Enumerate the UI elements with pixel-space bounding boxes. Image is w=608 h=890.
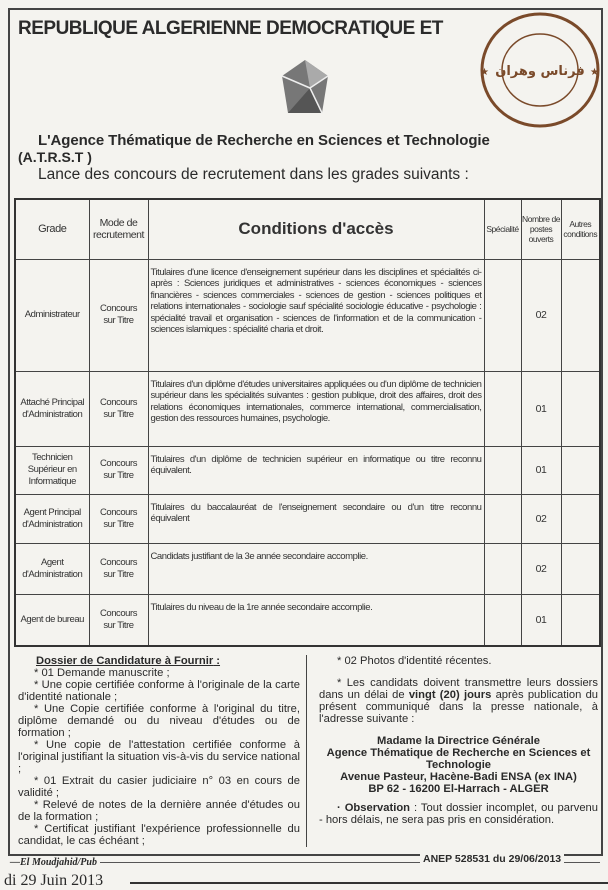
conditions-cell: Titulaires d'une licence d'enseignement supérieur dans les disciplines et spécialités ci-après : Sciences juridiques et administratives - sciences économiques - sciences financières - sciences commerciales - sciences de gestion - sciences politiques et relations internationales - sociologie sauf spécialité sociologie éducative - psychologie : spécialité travail et organisation - sciences de l'information et de la communication - sciences islamiques : spécialité charia et droit.: [148, 259, 484, 371]
star-icon: ★: [480, 67, 489, 78]
mode-cell: Concours sur Titre: [89, 494, 148, 543]
grade-cell: Agent d'Administration: [15, 543, 89, 594]
observation-text: · Observation : Tout dossier incomplet, ou parvenu - hors délais, ne sera pas pris en considération.: [319, 802, 598, 826]
recruitment-table: [14, 198, 601, 647]
postes-cell: 02: [521, 259, 561, 371]
autres-cell: [561, 259, 600, 371]
conditions-cell: Titulaires du niveau de la 1re année secondaire accomplie.: [148, 594, 484, 646]
date-rule: [130, 882, 608, 884]
table-row: [15, 446, 600, 494]
col-header-mode: Mode de recrutement: [89, 199, 148, 259]
grade-cell: Technicien Supérieur en Informatique: [15, 446, 89, 494]
dossier-item: * Relevé de notes de la dernière année d'études ou de la formation ;: [18, 799, 300, 823]
dossier-item: * 01 Extrait du casier judiciaire n° 03 en cours de validité ;: [18, 775, 300, 799]
autres-cell: [561, 543, 600, 594]
specialite-cell: [484, 594, 521, 646]
autres-cell: [561, 446, 600, 494]
conditions-cell: Titulaires d'un diplôme de technicien supérieur en informatique ou titre reconnu équivalent.: [148, 446, 484, 494]
postes-cell: 02: [521, 494, 561, 543]
mode-cell: Concours sur Titre: [89, 543, 148, 594]
delay-text: * Les candidats doivent transmettre leurs dossiers dans un délai de vingt (20) jours après publication du présent communiqué dans la presse nationale, à l'adresse suivante :: [319, 677, 599, 725]
postes-cell: 01: [521, 594, 561, 646]
intro-text: Lance des concours de recrutement dans les grades suivants :: [38, 166, 469, 183]
stamp-text: فرناس وهران: [495, 64, 585, 79]
mode-cell: Concours sur Titre: [89, 446, 148, 494]
col-header-specialite: Spécialité: [484, 199, 521, 259]
submission-section: [306, 655, 598, 847]
source-credit: —El Moudjahid/Pub: [10, 857, 100, 869]
col-header-conditions: Conditions d'accès: [148, 199, 484, 259]
grade-cell: Agent Principal d'Administration: [15, 494, 89, 543]
grade-cell: Administrateur: [15, 259, 89, 371]
autres-cell: [561, 494, 600, 543]
page-date: di 29 Juin 2013: [4, 872, 104, 889]
postes-cell: 02: [521, 543, 561, 594]
postes-cell: 01: [521, 446, 561, 494]
dossier-item: * 01 Demande manuscrite ;: [34, 667, 170, 679]
conditions-cell: Titulaires du baccalauréat de l'enseignement secondaire ou d'un titre reconnu équivalent: [148, 494, 484, 543]
agency-acronym: (A.T.R.S.T ): [18, 149, 92, 165]
col-header-grade: Grade: [15, 199, 89, 259]
address-block: Madame la Directrice Générale Agence Thématique de Recherche en Sciences et Technologie Avenue Pasteur, Hacène-Badi ENSA (ex INA) BP 62 - 16200 El-Harrach - ALGER: [326, 735, 591, 795]
grade-cell: Agent de bureau: [15, 594, 89, 646]
grade-cell: Attaché Principal d'Administration: [15, 371, 89, 446]
autres-cell: [561, 371, 600, 446]
dossier-item: * Une Copie certifiée conforme à l'original du titre, diplôme demandé ou du niveau d'études ou de formation ;: [18, 703, 300, 739]
dossier-section: Dossier de Candidature à Fournir : * 01 Demande manuscrite ; * Une copie certifiée conforme à l'originale de la carte d'identité nationale ; * Une Copie certifiée conforme à l'original du titre, diplôme demandé ou du niveau d'études ou de formation ; * Une copie de l'attestation certifiée conforme à l'original justifiant la situation vis-à-vis du service national ; * 01 Extrait du casier judiciaire n° 03 en cours de validité ; * Relevé de notes de la dernière année d'études ou de la formation ; * Certificat justifiant l'expérience professionnelle du candidat, le cas échéant ;: [18, 655, 300, 847]
specialite-cell: [484, 259, 521, 371]
autres-cell: [561, 594, 600, 646]
postes-cell: 01: [521, 371, 561, 446]
specialite-cell: [484, 446, 521, 494]
mode-cell: Concours sur Titre: [89, 594, 148, 646]
dossier-item: * Certificat justifiant l'expérience professionnelle du candidat, le cas échéant ;: [18, 823, 300, 847]
photos-item: * 02 Photos d'identité récentes.: [337, 655, 492, 667]
mode-cell: Concours sur Titre: [89, 259, 148, 371]
table-row: [15, 259, 600, 371]
col-header-postes: Nombre de postes ouverts: [521, 199, 561, 259]
table-row: [15, 494, 600, 543]
table-row: [15, 543, 600, 594]
agency-logo-icon: [280, 58, 330, 116]
agency-name: L'Agence Thématique de Recherche en Sciences et Technologie: [38, 132, 490, 149]
conditions-cell: Candidats justifiant de la 3e année secondaire accomplie.: [148, 543, 484, 594]
conditions-cell: Titulaires d'un diplôme d'études universitaires appliquées ou d'un diplôme de technicien supérieur dans les spécialités suivantes : gestion publique, droit des affaires, droit des relations économiques internationales, commerce international, commercialisation, gestion des ressources humaines, psychologie.: [148, 371, 484, 446]
table-row: [15, 371, 600, 446]
dossier-item: * Une copie de l'attestation certifiée conforme à l'original justifiant la situation vis-à-vis du service national ;: [18, 739, 300, 775]
page-title: REPUBLIQUE ALGERIENNE DEMOCRATIQUE ET: [18, 18, 443, 39]
dossier-heading: Dossier de Candidature à Fournir: [36, 655, 214, 667]
col-header-autres: Autres conditions: [561, 199, 600, 259]
mode-cell: Concours sur Titre: [89, 371, 148, 446]
table-header-row: [15, 199, 600, 259]
anep-reference: ANEP 528531 du 29/06/2013: [420, 853, 564, 865]
specialite-cell: [484, 371, 521, 446]
table-row: [15, 594, 600, 646]
dossier-item: * Une copie certifiée conforme à l'originale de la carte d'identité nationale ;: [18, 679, 300, 703]
star-icon: ★: [590, 67, 599, 78]
specialite-cell: [484, 543, 521, 594]
stamp-seal: [474, 8, 604, 133]
specialite-cell: [484, 494, 521, 543]
